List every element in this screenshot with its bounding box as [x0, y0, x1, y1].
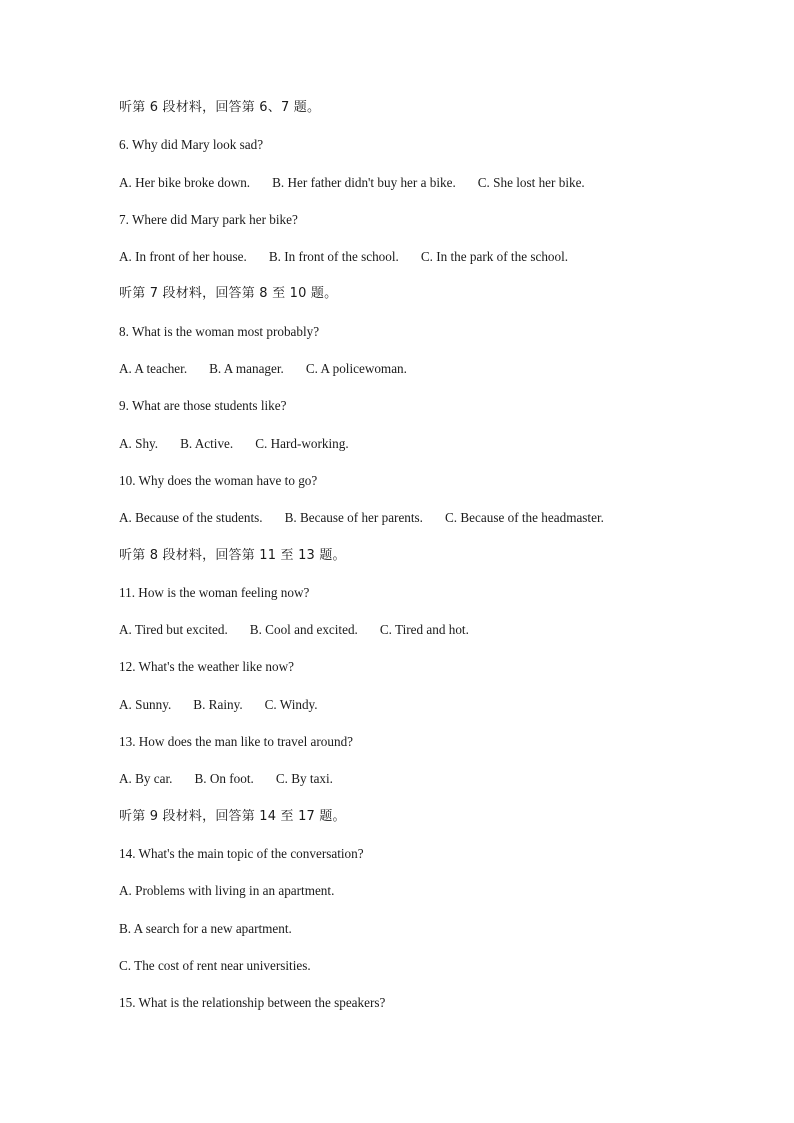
- question-text: 11. How is the woman feeling now?: [119, 584, 310, 600]
- answer-option: A. Problems with living in an apartment.: [119, 883, 335, 899]
- answer-option: A. Tired but excited.: [119, 622, 228, 638]
- answer-options-row: [119, 359, 759, 396]
- answer-option: B. On foot.: [194, 771, 254, 787]
- answer-options-row: [119, 620, 759, 657]
- answer-option: C. By taxi.: [275, 771, 333, 787]
- answer-options-row: [119, 434, 759, 471]
- answer-options-row: [119, 173, 759, 210]
- answer-option: C. She lost her bike.: [477, 174, 585, 190]
- document-content: [119, 98, 759, 1030]
- answer-options-row: [119, 769, 759, 806]
- answer-option: B. Cool and excited.: [249, 622, 358, 638]
- answer-option: A. Shy.: [119, 435, 159, 451]
- answer-option: B. A manager.: [209, 361, 284, 377]
- question-text: 8. What is the woman most probably?: [119, 323, 320, 339]
- question-text: 13. How does the man like to travel around?: [119, 734, 354, 750]
- answer-option: B. A search for a new apartment.: [119, 920, 292, 936]
- answer-option: A. In front of her house.: [119, 249, 247, 265]
- answer-option: A. Sunny.: [119, 696, 172, 712]
- answer-option: C. Windy.: [264, 696, 318, 712]
- question-text: 12. What's the weather like now?: [119, 659, 294, 675]
- answer-option: A. Because of the students.: [119, 510, 263, 526]
- answer-option: A. A teacher.: [119, 361, 188, 377]
- question-text: 7. Where did Mary park her bike?: [119, 211, 298, 227]
- question-text: 14. What's the main topic of the conversation?: [119, 845, 364, 861]
- question-text: 9. What are those students like?: [119, 398, 287, 414]
- answer-option: C. In the park of the school.: [420, 249, 569, 265]
- answer-options-row: [119, 695, 759, 732]
- answer-option: C. Hard-working.: [255, 435, 349, 451]
- section-heading: 听第 7 段材料，回答第 8 至 10 题。: [119, 286, 338, 302]
- question-text: 10. Why does the woman have to go?: [119, 472, 318, 488]
- answer-options-row: [119, 247, 759, 284]
- answer-option: A. By car.: [119, 771, 173, 787]
- question-text: 6. Why did Mary look sad?: [119, 137, 264, 153]
- answer-option: C. A policewoman.: [305, 361, 407, 377]
- section-heading: 听第 6 段材料，回答第 6、7 题。: [119, 100, 321, 115]
- answer-options-row: [119, 508, 759, 545]
- question-text: 15. What is the relationship between the speakers?: [119, 995, 386, 1011]
- answer-option: B. Because of her parents.: [284, 510, 423, 526]
- answer-option: B. In front of the school.: [268, 249, 399, 265]
- section-heading: 听第 9 段材料，回答第 14 至 17 题。: [119, 808, 346, 824]
- answer-option: A. Her bike broke down.: [119, 174, 251, 190]
- answer-option: B. Her father didn't buy her a bike.: [272, 174, 456, 190]
- answer-option: C. Because of the headmaster.: [444, 510, 604, 526]
- answer-option: B. Active.: [180, 435, 234, 451]
- answer-option: C. Tired and hot.: [379, 622, 469, 638]
- answer-option: B. Rainy.: [193, 696, 243, 712]
- answer-option: C. The cost of rent near universities.: [119, 957, 311, 973]
- section-heading: 听第 8 段材料，回答第 11 至 13 题。: [119, 547, 346, 563]
